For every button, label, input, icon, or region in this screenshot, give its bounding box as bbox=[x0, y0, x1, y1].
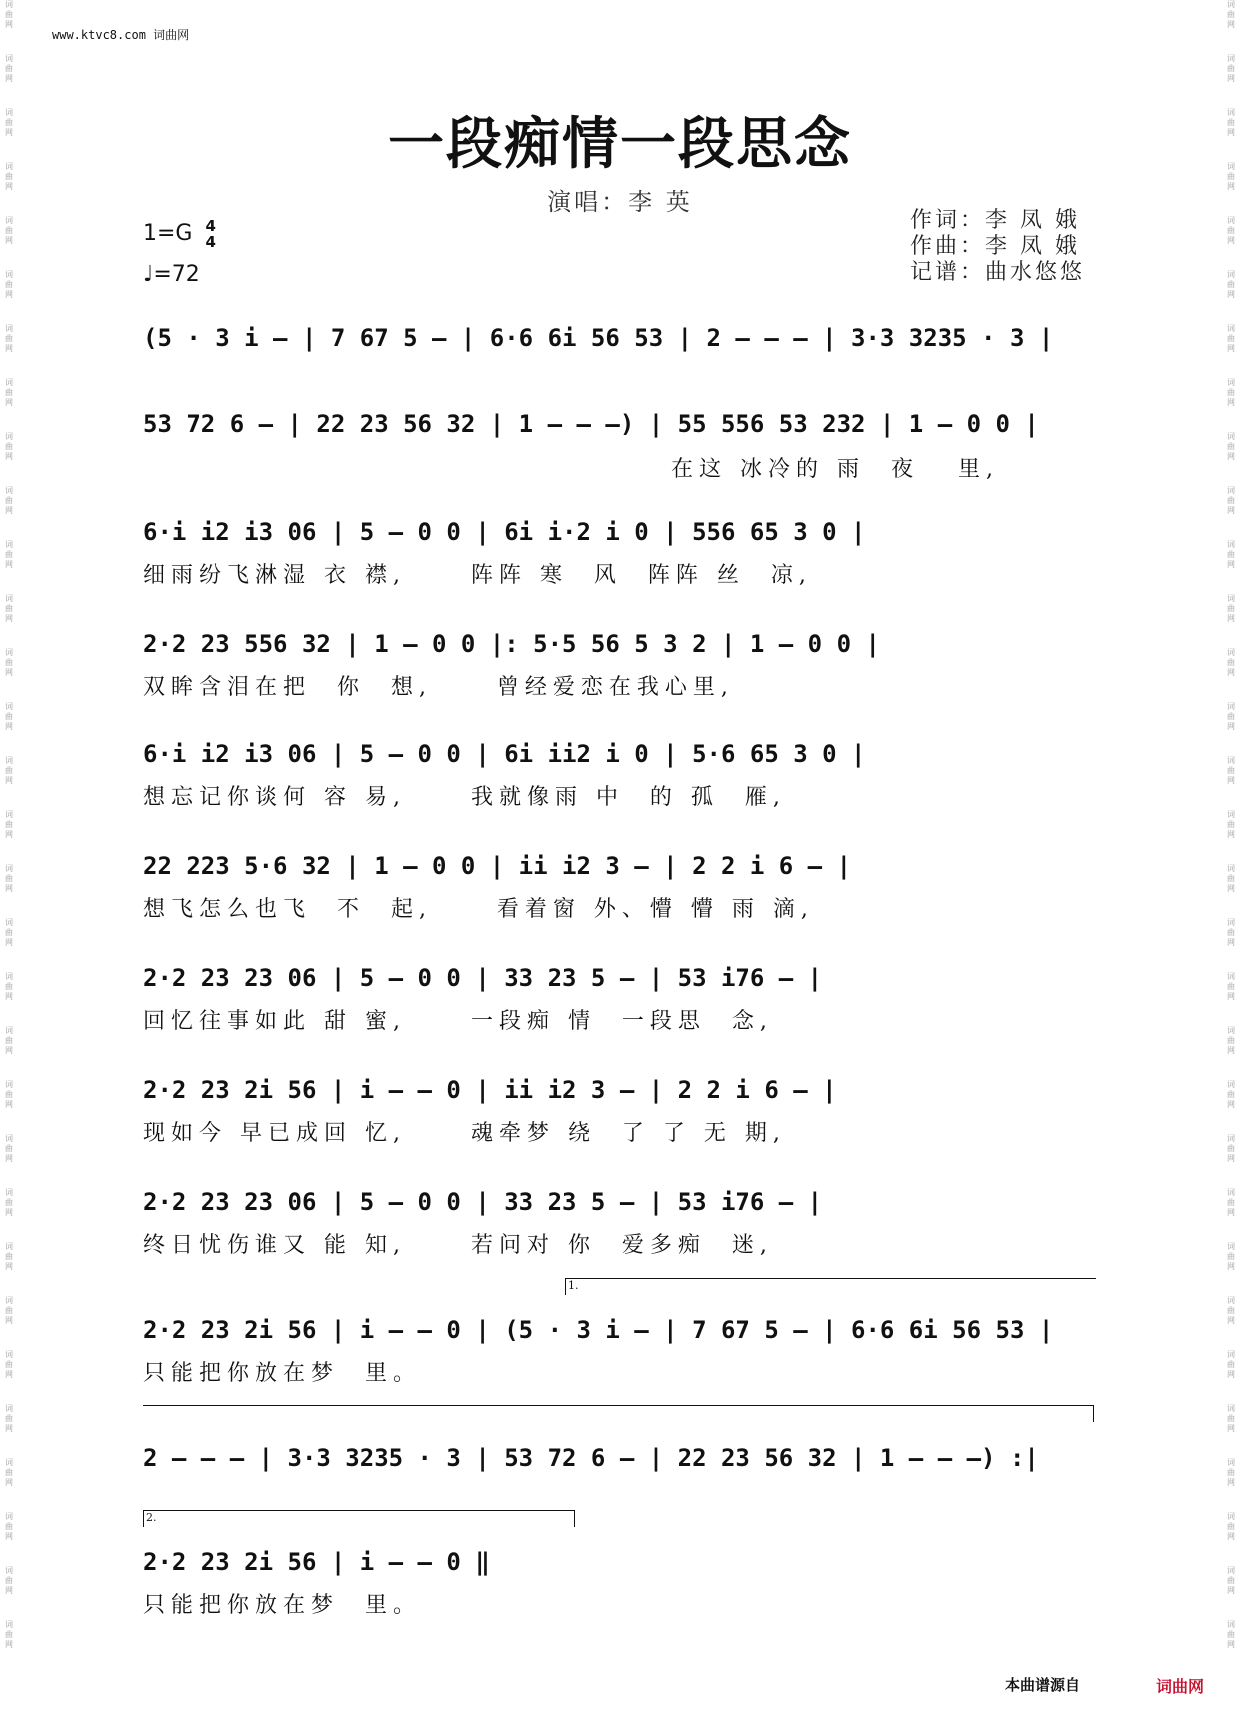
composer-credit: 作曲：李 凤 娥 bbox=[910, 234, 1080, 259]
edge-watermark-text: 词 曲 网 bbox=[1227, 1296, 1235, 1325]
edge-watermark-text: 词 曲 网 bbox=[1227, 1242, 1235, 1271]
notation-line: 2·2 23 2i 56 | i – – 0 | ii i2 3 – | 2 2 i 6 – | bbox=[143, 1076, 837, 1104]
edge-watermark-text: 词 曲 网 bbox=[5, 1188, 13, 1217]
edge-watermark-text: 词 曲 网 bbox=[5, 1080, 13, 1109]
edge-watermark-text: 词 曲 网 bbox=[1227, 378, 1235, 407]
lyric-line: 细雨纷飞淋湿 衣 襟, 阵阵 寒 风 阵阵 丝 凉, bbox=[143, 563, 812, 588]
edge-watermark-text: 词 曲 网 bbox=[5, 1026, 13, 1055]
edge-watermark-text: 词 曲 网 bbox=[1227, 1566, 1235, 1595]
edge-watermark-text: 词 曲 网 bbox=[1227, 324, 1235, 353]
lyric-line: 想忘记你谈何 容 易, 我就像雨 中 的 孤 雁, bbox=[143, 785, 786, 810]
edge-watermark-text: 词 曲 网 bbox=[5, 54, 13, 83]
edge-watermark-text: 词 曲 网 bbox=[1227, 486, 1235, 515]
volta-continuation bbox=[143, 1405, 1094, 1422]
transcriber-credit: 记谱：曲水悠悠 bbox=[910, 260, 1086, 285]
edge-watermark-text: 词 曲 网 bbox=[5, 648, 13, 677]
edge-watermark-text: 词 曲 网 bbox=[1227, 1026, 1235, 1055]
edge-watermark-text: 词 曲 网 bbox=[1227, 1512, 1235, 1541]
edge-watermark-text: 词 曲 网 bbox=[5, 810, 13, 839]
edge-watermark-text: 词 曲 网 bbox=[1227, 54, 1235, 83]
edge-watermark-text: 词 曲 网 bbox=[5, 1566, 13, 1595]
edge-watermark-text: 词 曲 网 bbox=[1227, 108, 1235, 137]
lyric-line: 双眸含泪在把 你 想, 曾经爱恋在我心里, bbox=[143, 675, 734, 700]
edge-watermark-text: 词 曲 网 bbox=[5, 162, 13, 191]
site-label: www.ktvc8.com 词曲网 bbox=[52, 28, 190, 42]
footer-source: 本曲谱源自 bbox=[1005, 1676, 1081, 1694]
notation-line: 6·i i2 i3 06 | 5 – 0 0 | 6i i·2 i 0 | 556 65 3 0 | bbox=[143, 518, 866, 546]
time-signature bbox=[205, 218, 215, 250]
edge-watermark-text: 词 曲 网 bbox=[1227, 1620, 1235, 1649]
notation-line: 2·2 23 23 06 | 5 – 0 0 | 33 23 5 – | 53 i76 – | bbox=[143, 1188, 823, 1216]
edge-watermark-text: 词 曲 网 bbox=[5, 594, 13, 623]
edge-watermark-text: 词 曲 网 bbox=[5, 1296, 13, 1325]
left-watermark-strip bbox=[2, 0, 16, 1730]
edge-watermark-text: 词 曲 网 bbox=[1227, 702, 1235, 731]
edge-watermark-text: 词 曲 网 bbox=[5, 0, 13, 29]
notation-line: 2·2 23 2i 56 | i – – 0 ‖ bbox=[143, 1548, 490, 1576]
edge-watermark-text: 词 曲 网 bbox=[1227, 594, 1235, 623]
volta-bracket-2 bbox=[143, 1510, 575, 1527]
lyric-line: 在这 冰冷的 雨 夜 里, bbox=[671, 457, 999, 482]
edge-watermark-text: 词 曲 网 bbox=[1227, 648, 1235, 677]
notation-line: 2·2 23 23 06 | 5 – 0 0 | 33 23 5 – | 53 i76 – | bbox=[143, 964, 823, 992]
notation-line: (5 · 3 i – | 7 67 5 – | 6·6 6i 56 53 | 2 – – – | 3·3 3235 · 3 | bbox=[143, 324, 1054, 352]
song-title: 一段痴情一段思念 bbox=[388, 111, 852, 177]
lyric-line: 现如今 早已成回 忆, 魂牵梦 绕 了 了 无 期, bbox=[143, 1121, 786, 1146]
edge-watermark-text: 词 曲 网 bbox=[1227, 1080, 1235, 1109]
lyric-line: 只能把你放在梦 里。 bbox=[143, 1593, 421, 1618]
edge-watermark-text: 词 曲 网 bbox=[5, 108, 13, 137]
lyricist-credit: 作词：李 凤 娥 bbox=[910, 208, 1080, 233]
singer-credit: 演唱：李 英 bbox=[547, 188, 693, 216]
edge-watermark-text: 词 曲 网 bbox=[5, 702, 13, 731]
edge-watermark-text: 词 曲 网 bbox=[1227, 0, 1235, 29]
edge-watermark-text: 词 曲 网 bbox=[5, 864, 13, 893]
edge-watermark-text: 词 曲 网 bbox=[5, 216, 13, 245]
lyric-line: 想飞怎么也飞 不 起, 看着窗 外、懵 懵 雨 滴, bbox=[143, 897, 814, 922]
notation-line: 2·2 23 556 32 | 1 – 0 0 |: 5·5 56 5 3 2 | 1 – 0 0 | bbox=[143, 630, 880, 658]
edge-watermark-text: 词 曲 网 bbox=[5, 432, 13, 461]
lyric-line: 回忆往事如此 甜 蜜, 一段痴 情 一段思 念, bbox=[143, 1009, 773, 1034]
edge-watermark-text: 词 曲 网 bbox=[1227, 162, 1235, 191]
edge-watermark-text: 词 曲 网 bbox=[1227, 1188, 1235, 1217]
volta-bracket-1 bbox=[565, 1278, 1096, 1295]
notation-line: 2·2 23 2i 56 | i – – 0 | (5 · 3 i – | 7 67 5 – | 6·6 6i 56 53 | bbox=[143, 1316, 1054, 1344]
edge-watermark-text: 词 曲 网 bbox=[5, 1458, 13, 1487]
notation-line: 22 223 5·6 32 | 1 – 0 0 | ii i2 3 – | 2 2 i 6 – | bbox=[143, 852, 852, 880]
lyric-line: 终日忧伤谁又 能 知, 若问对 你 爱多痴 迷, bbox=[143, 1233, 773, 1258]
edge-watermark-text: 词 曲 网 bbox=[1227, 864, 1235, 893]
edge-watermark-text: 词 曲 网 bbox=[5, 1512, 13, 1541]
edge-watermark-text: 词 曲 网 bbox=[5, 1620, 13, 1649]
edge-watermark-text: 词 曲 网 bbox=[1227, 756, 1235, 785]
edge-watermark-text: 词 曲 网 bbox=[5, 918, 13, 947]
edge-watermark-text: 词 曲 网 bbox=[1227, 432, 1235, 461]
key-text: 1=G bbox=[143, 221, 193, 246]
edge-watermark-text: 词 曲 网 bbox=[1227, 1458, 1235, 1487]
volta-label: 2. bbox=[146, 1511, 157, 1524]
edge-watermark-text: 词 曲 网 bbox=[5, 972, 13, 1001]
edge-watermark-text: 词 曲 网 bbox=[1227, 270, 1235, 299]
tempo-marking: ♩=72 bbox=[143, 262, 200, 287]
notation-line: 53 72 6 – | 22 23 56 32 | 1 – – –) | 55 556 53 232 | 1 – 0 0 | bbox=[143, 410, 1039, 438]
edge-watermark-text: 词 曲 网 bbox=[1227, 1404, 1235, 1433]
edge-watermark-text: 词 曲 网 bbox=[1227, 972, 1235, 1001]
right-watermark-strip bbox=[1224, 0, 1238, 1730]
time-top: 4 bbox=[205, 217, 216, 235]
edge-watermark-text: 词 曲 网 bbox=[5, 486, 13, 515]
edge-watermark-text: 词 曲 网 bbox=[1227, 1350, 1235, 1379]
time-bottom: 4 bbox=[205, 233, 216, 251]
volta-label: 1. bbox=[568, 1279, 579, 1292]
edge-watermark-text: 词 曲 网 bbox=[5, 270, 13, 299]
credits-block bbox=[910, 208, 1085, 286]
edge-watermark-text: 词 曲 网 bbox=[5, 540, 13, 569]
edge-watermark-text: 词 曲 网 bbox=[1227, 540, 1235, 569]
edge-watermark-text: 词 曲 网 bbox=[5, 756, 13, 785]
lyric-line: 只能把你放在梦 里。 bbox=[143, 1361, 421, 1386]
edge-watermark-text: 词 曲 网 bbox=[5, 1134, 13, 1163]
edge-watermark-text: 词 曲 网 bbox=[1227, 810, 1235, 839]
edge-watermark-text: 词 曲 网 bbox=[1227, 1134, 1235, 1163]
edge-watermark-text: 词 曲 网 bbox=[5, 378, 13, 407]
edge-watermark-text: 词 曲 网 bbox=[5, 324, 13, 353]
edge-watermark-text: 词 曲 网 bbox=[5, 1242, 13, 1271]
edge-watermark-text: 词 曲 网 bbox=[5, 1350, 13, 1379]
edge-watermark-text: 词 曲 网 bbox=[1227, 918, 1235, 947]
notation-line: 2 – – – | 3·3 3235 · 3 | 53 72 6 – | 22 23 56 32 | 1 – – –) :| bbox=[143, 1444, 1039, 1472]
edge-watermark-text: 词 曲 网 bbox=[1227, 216, 1235, 245]
footer-logo[interactable]: 词曲网 bbox=[1156, 1677, 1205, 1696]
key-signature bbox=[143, 218, 216, 250]
edge-watermark-text: 词 曲 网 bbox=[5, 1404, 13, 1433]
notation-line: 6·i i2 i3 06 | 5 – 0 0 | 6i ii2 i 0 | 5·6 65 3 0 | bbox=[143, 740, 866, 768]
